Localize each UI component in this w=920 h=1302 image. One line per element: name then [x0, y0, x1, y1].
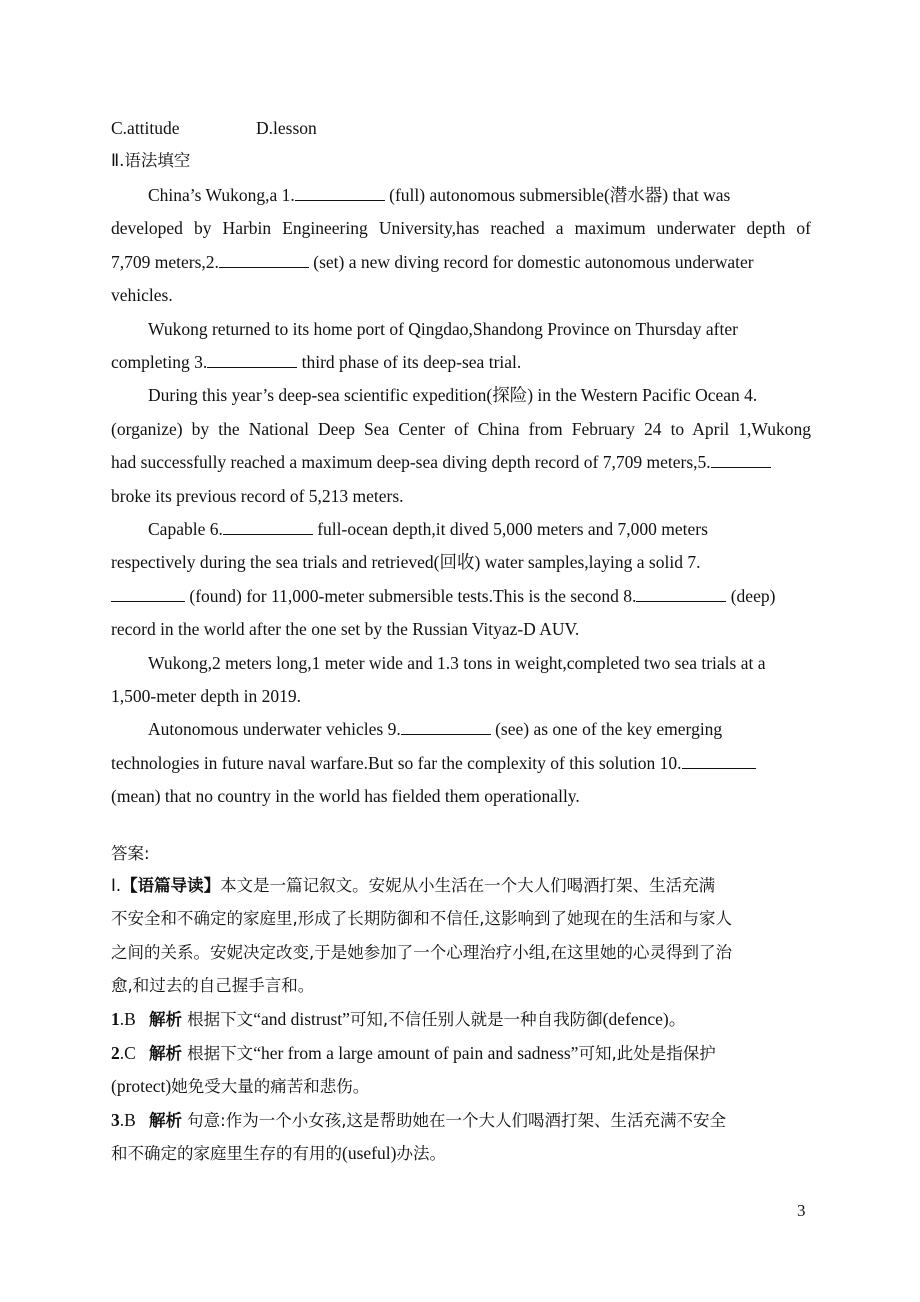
options-row [111, 116, 811, 140]
blank-10[interactable] [682, 751, 756, 769]
p4-line3: (found) for 11,000-meter submersible tests.This is the second 8. (deep) [111, 584, 811, 608]
answer-3: 3.B 解析 句意:作为一个小女孩,这是帮助她在一个大人们喝酒打架、生活充满不安全 [111, 1110, 726, 1130]
p5-line1: Wukong,2 meters long,1 meter wide and 1.3 tons in weight,completed two sea trials at a [148, 653, 766, 673]
answer-2-line2: (protect)她免受大量的痛苦和悲伤。 [111, 1076, 370, 1096]
blank-5[interactable] [711, 450, 771, 468]
section-title: Ⅱ.语法填空 [111, 151, 191, 170]
p2-line2: completing 3. third phase of its deep-sea trial. [111, 352, 522, 372]
page-number: 3 [797, 1201, 806, 1220]
p4-line4: record in the world after the one set by the Russian Vityaz-D AUV. [111, 619, 580, 639]
p6-line3: (mean) that no country in the world has fielded them operationally. [111, 786, 580, 806]
blank-8[interactable] [636, 584, 726, 602]
blank-1[interactable] [295, 183, 385, 201]
answer-2: 2.C 解析 根据下文“her from a large amount of pain and sadness”可知,此处是指保护 [111, 1043, 716, 1063]
p5-line2: 1,500-meter depth in 2019. [111, 686, 302, 706]
p3-line3: had successfully reached a maximum deep-sea diving depth record of 7,709 meters,5. [111, 450, 811, 474]
option-c: C.attitude [111, 118, 180, 138]
blank-6[interactable] [223, 517, 313, 535]
option-d: D.lesson [256, 118, 317, 138]
p3-line4: broke its previous record of 5,213 meters. [111, 486, 404, 506]
p1-line4: vehicles. [111, 285, 173, 305]
blank-3[interactable] [207, 350, 297, 368]
guide-line2: 不安全和不确定的家庭里,形成了长期防御和不信任,这影响到了她现在的生活和与家人 [111, 909, 732, 928]
p1-line2: developed by Harbin Engineering University,has reached a maximum underwater depth of [111, 218, 811, 238]
p1-line3: 7,709 meters,2. (set) a new diving record for domestic autonomous underwater [111, 252, 754, 272]
p3-line2: (organize) by the National Deep Sea Center of China from February 24 to April 1,Wukong [111, 419, 811, 439]
answer-3-line2: 和不确定的家庭里生存的有用的(useful)办法。 [111, 1143, 446, 1163]
answers-label: 答案: [111, 844, 150, 863]
guide-line1: Ⅰ.【语篇导读】本文是一篇记叙文。安妮从小生活在一个大人们喝酒打架、生活充满 [111, 876, 716, 895]
p4-line2: respectively during the sea trials and retrieved(回收) water samples,laying a solid 7. [111, 552, 701, 572]
p1-line1: China’s Wukong,a 1. (full) autonomous submersible(潜水器) that was [148, 185, 731, 205]
p6-line2: technologies in future naval warfare.But so far the complexity of this solution 10. [111, 751, 811, 775]
blank-9[interactable] [401, 717, 491, 735]
guide-line4: 愈,和过去的自己握手言和。 [111, 976, 315, 995]
p6-line1: Autonomous underwater vehicles 9. (see) as one of the key emerging [148, 719, 723, 739]
p2-line1: Wukong returned to its home port of Qingdao,Shandong Province on Thursday after [148, 319, 738, 339]
answer-1: 1.B 解析 根据下文“and distrust”可知,不信任别人就是一种自我防御(defence)。 [111, 1009, 687, 1029]
blank-2[interactable] [219, 250, 309, 268]
blank-7[interactable] [111, 584, 185, 602]
p4-line1: Capable 6. full-ocean depth,it dived 5,000 meters and 7,000 meters [148, 519, 708, 539]
p3-line1: During this year’s deep-sea scientific expedition(探险) in the Western Pacific Ocean 4. [148, 385, 758, 405]
guide-line3: 之间的关系。安妮决定改变,于是她参加了一个心理治疗小组,在这里她的心灵得到了治 [111, 943, 732, 962]
